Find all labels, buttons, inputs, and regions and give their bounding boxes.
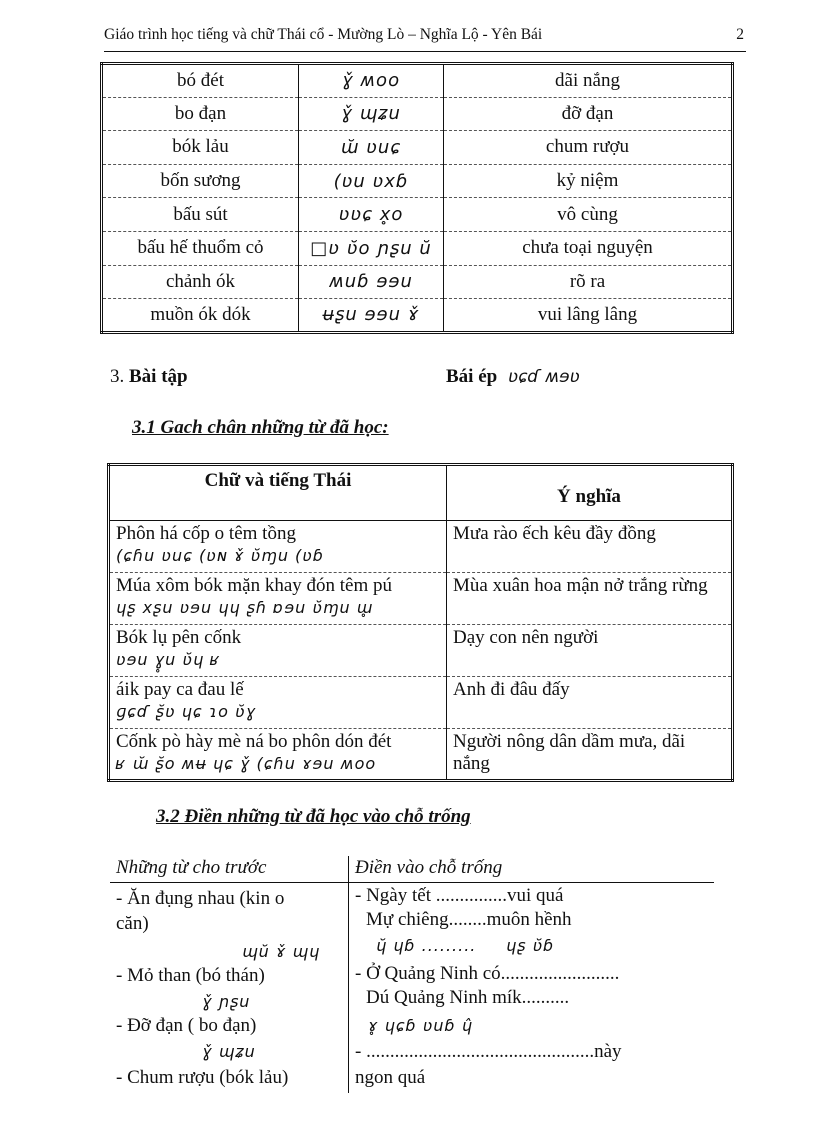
section-title: Bài tập <box>129 366 188 387</box>
vocab-word: muồn ók dók <box>102 299 299 333</box>
col-header-meaning: Ý nghĩa <box>447 465 733 521</box>
fill-left-line: - Chum rượu (bók lảu) <box>116 1067 289 1088</box>
fill-column-divider <box>348 856 349 1093</box>
vocab-word: chảnh ók <box>102 265 299 299</box>
fill-left-line: - Mỏ than (bó thán) <box>116 965 265 986</box>
vocab-meaning: kỷ niệm <box>444 164 733 198</box>
exercise-text: Cốnk pò hày mè ná bo phôn dón đét <box>116 731 392 752</box>
vocab-word: bấu hế thuổm cỏ <box>102 231 299 265</box>
exercise-meaning: Người nông dân dầm mưa, dãi nắng <box>447 729 733 781</box>
exercise-text: Múa xôm bók mặn khay đón têm pú <box>116 575 392 596</box>
fill-right-line: - ................................................này <box>355 1041 622 1062</box>
exercise-thai-cell <box>109 625 447 677</box>
vocab-word: bók lảu <box>102 131 299 165</box>
vocab-script: ʉʂu ɘɘu ɤ̌ <box>299 299 444 333</box>
vocab-row <box>102 299 733 333</box>
vocab-meaning: dãi nắng <box>444 64 733 98</box>
page-header <box>104 26 746 52</box>
vocab-script: □ʋ ʋ̆o ɲʂu ŭ <box>299 231 444 265</box>
fill-header-divider <box>110 882 714 883</box>
exercise-thai-cell <box>109 573 447 625</box>
vocab-meaning: đỡ đạn <box>444 97 733 131</box>
vocab-script: ɣ̌ ʍoo <box>299 64 444 98</box>
exercise-thai-cell <box>109 677 447 729</box>
section-number: 3. <box>110 366 125 387</box>
col-header-thai: Chữ và tiếng Thái <box>109 465 447 521</box>
fill-right-script: ɥ̆ ɥɓ ......... <box>376 936 477 955</box>
exercise-script: ɡɕɗ ʂ̆ʋ ɥɕ ɿo ʋ̆ɣ <box>116 702 257 721</box>
fill-right-line: Mự chiêng........muôn hềnh <box>366 909 572 930</box>
fill-left-line: - Đỡ đạn ( bo đạn) <box>116 1015 257 1036</box>
exercise-row <box>109 573 733 625</box>
exercise-script: ɥʂ xʂu ʋɘu ɥɥ ʂɦ ɒɘu ʋ̆ɱu ɯ̥ <box>116 598 374 617</box>
fill-left-script: ɰŭ ɤ̌ ɰɥ <box>242 942 321 961</box>
section-3-heading <box>110 366 188 388</box>
vocab-script: ʍuɓ ɘɘu <box>299 265 444 299</box>
vocab-row <box>102 164 733 198</box>
fill-right-script: ɤ̥ ɥɕɓ ʋuɓ ɥ̂ <box>368 1016 473 1035</box>
vocab-script: (ʋu ʋxɓ <box>299 164 444 198</box>
vocab-script: ɣ̌ ɰʑu <box>299 97 444 131</box>
fill-right-line: Dú Quảng Ninh mík.......... <box>366 987 570 1008</box>
fill-col-header-blanks: Điền vào chỗ trống <box>355 857 503 878</box>
exercise-3-1-heading: 3.1 Gach chân những từ đã học: <box>132 417 389 438</box>
exercise-row <box>109 677 733 729</box>
exercise-text: Bók lụ pên cốnk <box>116 627 242 648</box>
vocab-meaning: vui lâng lâng <box>444 299 733 333</box>
fill-right-line: - Ở Quảng Ninh có......................... <box>355 963 620 984</box>
exercise-meaning: Anh đi đâu đấy <box>447 677 733 729</box>
vocab-script: ʋʋɕ x̥o <box>299 198 444 232</box>
vocab-meaning: chum rượu <box>444 131 733 165</box>
page-number: 2 <box>736 26 744 43</box>
vocab-word: bo đạn <box>102 97 299 131</box>
exercise-text: Phôn há cốp o têm tồng <box>116 523 296 544</box>
vocab-row <box>102 131 733 165</box>
vocab-row <box>102 97 733 131</box>
exercise-meaning: Mưa rào ếch kêu đầy đồng <box>447 521 733 573</box>
section-thai-label: Bái ép <box>446 366 498 387</box>
vocab-meaning: rõ ra <box>444 265 733 299</box>
exercise-script: (ɕɦu ʋuɕ (ʋɴ ɤ̌ ʋ̆ɱu (ʋɓ <box>116 546 325 565</box>
fill-right-line: ngon quá <box>355 1067 426 1088</box>
exercise-row <box>109 521 733 573</box>
exercise-thai-cell <box>109 521 447 573</box>
fill-left-script: ɣ̌ ɰʑu <box>202 1042 256 1061</box>
vocab-row <box>102 64 733 98</box>
vocab-row <box>102 265 733 299</box>
vocab-word: bấu sút <box>102 198 299 232</box>
vocab-row <box>102 198 733 232</box>
vocab-meaning: chưa toại nguyện <box>444 231 733 265</box>
header-title: Giáo trình học tiếng và chữ Thái cổ - Mường Lò – Nghĩa Lộ - Yên Bái <box>104 26 543 43</box>
exercise-row <box>109 729 733 781</box>
exercise-meaning: Dạy con nên người <box>447 625 733 677</box>
vocab-row <box>102 231 733 265</box>
fill-left-line: căn) <box>116 913 149 934</box>
section-3-thai-title <box>446 366 580 388</box>
vocab-meaning: vô cùng <box>444 198 733 232</box>
exercise-text: áik pay ca đau lế <box>116 679 244 700</box>
exercise-script: ʋɘu ɣ̥u ʋ̆ɥ ʁ <box>116 650 221 669</box>
fill-left-line: - Ăn đụng nhau (kin o <box>116 888 285 909</box>
vocab-word: bó đét <box>177 69 224 91</box>
fill-right-line: - Ngày tết ...............vui quá <box>355 885 564 906</box>
exercise-meaning: Mùa xuân hoa mận nở trắng rừng <box>447 573 733 625</box>
exercise-table <box>107 463 734 782</box>
exercise-row <box>109 625 733 677</box>
exercise-thai-cell <box>109 729 447 781</box>
vocab-script: ɯ̆ ʋuɕ <box>299 131 444 165</box>
vocabulary-table <box>100 62 734 334</box>
fill-right-script: ɥʂ ʋ̆ɓ <box>506 936 555 955</box>
section-thai-script: ʋɕɗ ʍɘʋ <box>507 367 580 387</box>
fill-col-header-given: Những từ cho trước <box>116 857 267 878</box>
fill-left-script: ɣ̌ ɲʂu <box>202 992 251 1011</box>
exercise-script: ʁ ɯ̆ ʂ̆o ʍʉ ɥɕ ɣ̌ (ɕɦu ɤɘu ʍoo <box>116 754 377 773</box>
exercise-3-2-heading: 3.2 Điền những từ đã học vào chỗ trống <box>156 806 471 827</box>
vocab-word: bốn sương <box>102 164 299 198</box>
